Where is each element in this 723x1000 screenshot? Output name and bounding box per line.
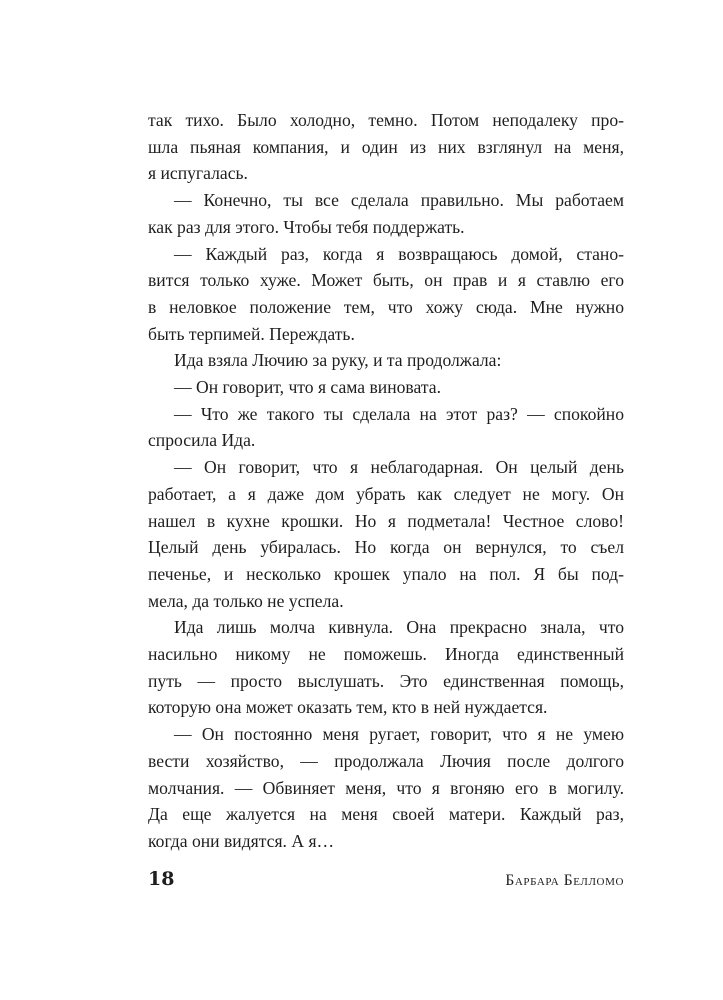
text-line: — Он говорит, что я сама виновата. — [174, 377, 441, 398]
text-line: нашел в кухне крошки. Но я подметала! Честное слово! — [148, 510, 624, 531]
text-line: в неловкое положение тем, что хожу сюда. Мне нужно — [148, 296, 624, 317]
text-line: работает, а я даже дом убрать как следует не могу. Он — [148, 483, 624, 504]
text-line: как раз для этого. Чтобы тебя поддержать. — [148, 216, 465, 237]
text-line: Ида взяла Лючию за руку, и та продолжала: — [174, 350, 502, 371]
text-line: — Каждый раз, когда я возвращаюсь домой, стано- — [174, 243, 624, 264]
text-line: я испугалась. — [148, 163, 248, 184]
text-line: — Он постоянно меня ругает, говорит, что я не умею — [174, 724, 624, 745]
text-line: Целый день убиралась. Но когда он вернулся, то съел — [148, 537, 624, 558]
page-body-text — [148, 107, 624, 855]
text-line: вится только хуже. Может быть, он прав и я ставлю его — [148, 270, 624, 291]
text-line: молчания. — Обвиняет меня, что я вгоняю его в могилу. — [148, 777, 624, 798]
text-line: вести хозяйство, — продолжала Лючия после долгого — [148, 750, 624, 771]
text-line: шла пьяная компания, и один из них взглянул на меня, — [148, 136, 624, 157]
text-line: печенье, и несколько крошек упало на пол. Я бы под- — [148, 563, 624, 584]
text-line: когда они видятся. А я… — [148, 830, 335, 851]
text-line: так тихо. Было холодно, темно. Потом неподалеку про- — [148, 110, 624, 130]
text-line: быть терпимей. Переждать. — [148, 323, 355, 344]
text-line: спросила Ида. — [148, 430, 256, 451]
text-line: путь — просто выслушать. Это единственная помощь, — [148, 670, 624, 691]
text-line: насильно никому не поможешь. Иногда единственный — [148, 644, 624, 665]
text-line: мела, да только не успела. — [148, 590, 344, 611]
text-line: Ида лишь молча кивнула. Она прекрасно знала, что — [174, 617, 624, 638]
text-line: которую она может оказать тем, кто в ней нуждается. — [148, 697, 548, 718]
page-number: 18 — [148, 868, 175, 890]
running-head-author: Барбара Белломо — [505, 872, 624, 889]
text-line: — Он говорит, что я неблагодарная. Он целый день — [174, 457, 624, 478]
text-line: — Конечно, ты все сделала правильно. Мы работаем — [174, 190, 624, 211]
text-line: Да еще жалуется на меня своей матери. Каждый раз, — [148, 804, 624, 825]
text-line: — Что же такого ты сделала на этот раз? — спокойно — [174, 403, 624, 424]
